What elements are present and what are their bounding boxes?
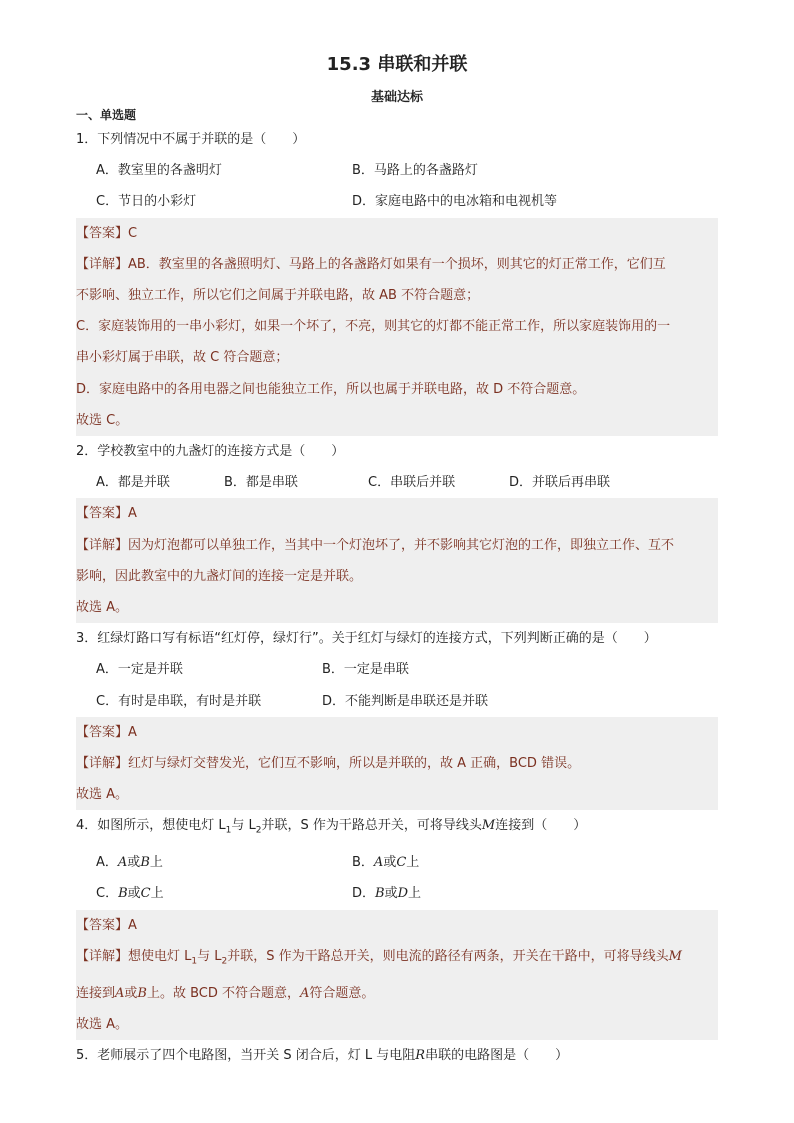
option-a: A．一定是并联 — [96, 662, 183, 678]
stem-text: 与 L — [231, 818, 256, 834]
content — [76, 106, 718, 1071]
page-subtitle: 基础达标 — [370, 90, 423, 105]
question-3 — [76, 623, 718, 810]
detail-line: 连接到A或B上。故 BCD 不符合题意，A符合题意。 — [76, 985, 375, 1001]
stem-text: 连接到（ ） — [495, 818, 587, 834]
subscript: 1 — [225, 826, 232, 837]
option-a: A．A或B上 — [96, 855, 163, 871]
options-row — [76, 467, 718, 498]
detail-line: 故选 C。 — [76, 412, 129, 428]
detail-line: 串小彩灯属于串联，故 C 符合题意； — [76, 350, 289, 366]
options-row — [76, 686, 718, 717]
answer-line: 【答案】A — [76, 917, 137, 933]
option-b: B．一定是串联 — [322, 662, 409, 678]
answer-line: 【答案】C — [76, 225, 138, 241]
question-1 — [76, 124, 718, 436]
detail-line: 不影响、独立工作，所以它们之间属于并联电路，故 AB 不符合题意； — [76, 288, 480, 304]
detail-line: 故选 A。 — [76, 1016, 129, 1032]
option-c: C．串联后并联 — [368, 475, 456, 491]
option-d: D．不能判断是串联还是并联 — [322, 693, 489, 709]
answer-block — [76, 218, 718, 436]
detail-line: D．家庭电路中的各用电器之间也能独立工作，所以也属于并联电路，故 D 不符合题意。 — [76, 381, 586, 397]
detail-line: 【详解】想使电灯 $L_1$与 $L_2$并联，S 作为干路总开关，则电流的路径有两条，开关在干路中，可将导线头M — [76, 948, 682, 967]
question-stem — [76, 810, 718, 847]
detail-line: 【详解】因为灯泡都可以单独工作，当其中一个灯泡坏了，并不影响其它灯泡的工作，即独立工作、互不 — [76, 537, 675, 553]
detail-line: 故选 A。 — [76, 600, 129, 616]
answer-block — [76, 717, 718, 811]
detail-line: 故选 A。 — [76, 787, 129, 803]
variable: M — [481, 818, 496, 834]
page-title: 15.3 串联和并联 — [326, 54, 468, 75]
option-d: D．B或D上 — [352, 886, 422, 902]
question-4 — [76, 810, 718, 1040]
option-b: B．A或C上 — [352, 855, 420, 871]
options-row — [76, 847, 718, 878]
option-a: A．教室里的各盏明灯 — [96, 163, 222, 179]
options-row — [76, 654, 718, 685]
question-stem: 3．红绿灯路口写有标语“红灯停，绿灯行”。关于红灯与绿灯的连接方式，下列判断正确的是（ ） — [76, 631, 657, 647]
answer-block — [76, 498, 718, 623]
question-stem: 5．老师展示了四个电路图，当开关 S 闭合后，灯 L 与电阻R串联的电路图是（ ） — [76, 1048, 569, 1064]
detail-line: C．家庭装饰用的一串小彩灯，如果一个坏了，不亮，则其它的灯都不能正常工作，所以家庭装饰用的一 — [76, 319, 671, 335]
section-heading: 一、单选题 — [76, 108, 137, 122]
option-d: D．家庭电路中的电冰箱和电视机等 — [352, 194, 558, 210]
answer-line: 【答案】A — [76, 506, 137, 522]
options-row — [76, 155, 718, 186]
answer-block — [76, 910, 718, 1040]
options-row — [76, 186, 718, 217]
question-stem: 1．下列情况中不属于并联的是（ ） — [76, 132, 306, 147]
subscript: 2 — [255, 826, 262, 837]
option-c: C．节日的小彩灯 — [96, 194, 197, 210]
option-a: A．都是并联 — [96, 475, 170, 491]
options-row — [76, 878, 718, 909]
option-b: B．都是串联 — [224, 475, 298, 491]
stem-text: 4．如图所示，想使电灯 L — [76, 818, 226, 834]
question-2 — [76, 436, 718, 623]
stem-text: 并联，S 作为干路总开关，可将导线头 — [261, 818, 482, 834]
detail-line: 影响，因此教室中的九盏灯间的连接一定是并联。 — [76, 568, 363, 584]
option-c: C．有时是串联，有时是并联 — [96, 693, 262, 709]
question-5 — [76, 1040, 718, 1071]
detail-line: 【详解】AB．教室里的各盏照明灯、马路上的各盏路灯如果有一个损坏，则其它的灯正常工作，它们互 — [76, 256, 666, 272]
answer-line: 【答案】A — [76, 724, 137, 740]
detail-line: 【详解】红灯与绿灯交替发光，它们互不影响，所以是并联的，故 A 正确，BCD 错误。 — [76, 756, 581, 772]
option-b: B．马路上的各盏路灯 — [352, 163, 478, 179]
question-stem: 2．学校教室中的九盏灯的连接方式是（ ） — [76, 444, 345, 460]
option-c: C．B或C上 — [96, 886, 164, 902]
option-d: D．并联后再串联 — [509, 475, 611, 491]
